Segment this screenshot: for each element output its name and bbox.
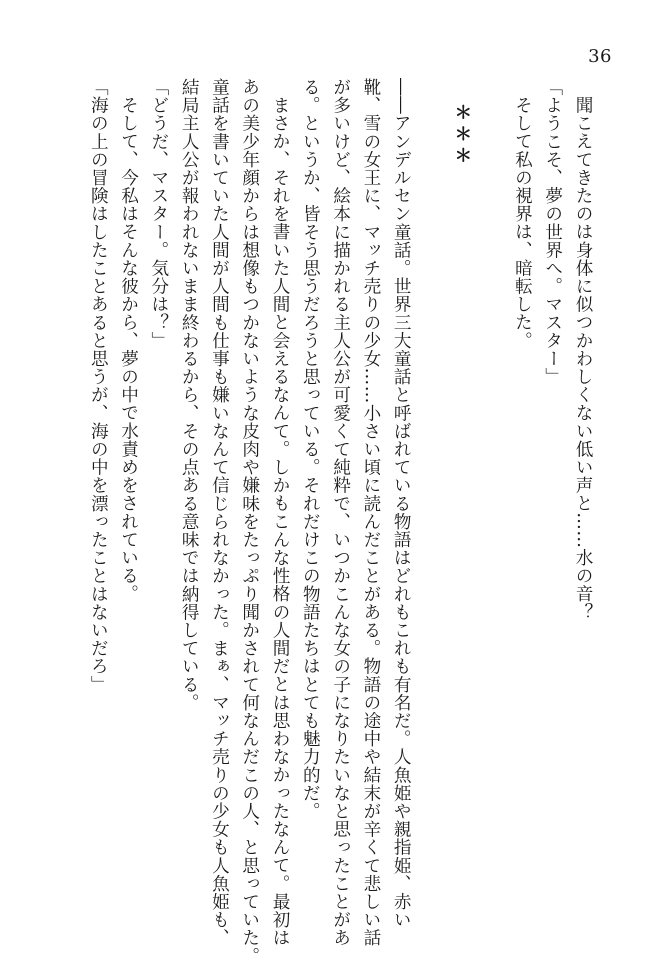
text-line: 童話を書いていた人間が人間も仕事も嫌いなんて信じられなかった。まぁ、マッチ売りの少女も人魚姫も、	[209, 78, 230, 947]
text-line: あの美少年顔からは想像もつかないような皮肉や嫌味をたっぷり聞かされて何なんだこの人、と思っていた。	[239, 78, 260, 965]
page-number: 36	[588, 46, 612, 67]
text-line: 聞こえてきたのは身体に似つかわしくない低い声と……水の音？	[573, 95, 593, 621]
text-line: 「海の上の冒険はしたことあると思うが、海の中を漂ったことはないだろ」	[88, 78, 109, 694]
blank-line	[416, 78, 446, 878]
vertical-text-body	[83, 78, 598, 965]
text-line: 結局主人公が報われないまま終わるから、その点ある意味では納得している。	[179, 78, 200, 712]
text-line: る。というか、皆そう思うだろうと思っている。それだけこの物語たちはとても魅力的だ。	[300, 78, 321, 821]
text-line: ――アンデルセン童話。世界三大童話と呼ばれている物語はどれもこれも有名だ。人魚姫や親指姫、赤い	[391, 78, 412, 929]
section-break: ＊＊＊	[451, 102, 473, 168]
text-line: まさか、それを書いた人間と会えるなんて。しかもこんな性格の人間だとは思わなかったなんて。最初は	[270, 95, 291, 947]
text-line: 「どうだ、マスター。気分は？」	[148, 78, 169, 350]
text-line: 靴、雪の女王に、マッチ売りの少女……小さい頃に読んだことがある。物語の途中や結末が辛くて悲しい話	[360, 78, 381, 947]
text-line: 「ようこそ、夢の世界へ。マスター」	[542, 78, 563, 386]
text-line: そして、今私はそんな彼から、夢の中で水責めをされている。	[118, 95, 139, 603]
blank-line	[477, 78, 507, 878]
text-line: が多いけど、絵本に描かれる主人公が可愛くて純粋で、いつかこんな女の子になりたいなと思ったことがあ	[330, 78, 351, 947]
text-line: そして私の視界は、暗転した。	[512, 95, 533, 349]
